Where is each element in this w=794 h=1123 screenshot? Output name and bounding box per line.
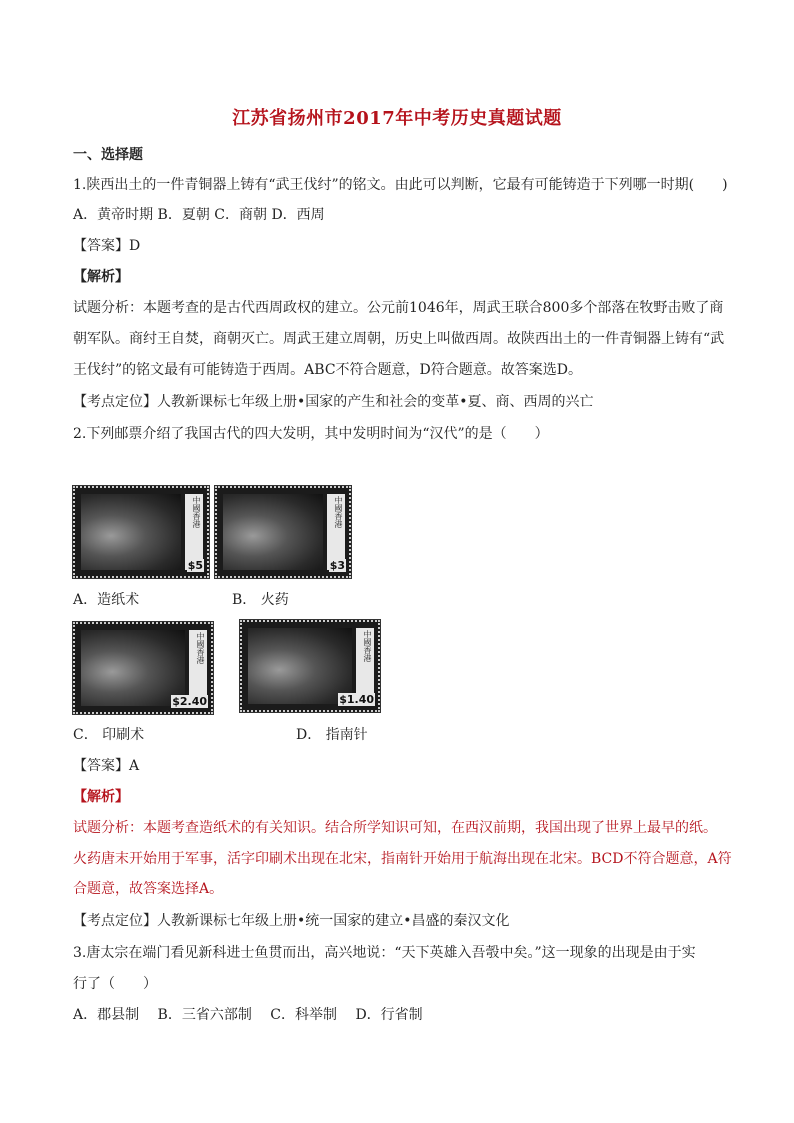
q3-options: A．郡县制 B．三省六部制 C．科举制 D．行省制 — [73, 1007, 423, 1023]
q1-point: 【考点定位】人教新课标七年级上册•国家的产生和社会的变革•夏、商、西周的兴亡 — [73, 394, 594, 410]
q1-analysis-label: 【解析】 — [73, 269, 129, 285]
q2-analysis-line: 试题分析：本题考查造纸术的有关知识。结合所学知识可知，在西汉前期，我国出现了世界上最早的纸。 — [73, 820, 717, 836]
stamp-scene — [223, 494, 323, 570]
q1-analysis-line: 朝军队。商纣王自焚，商朝灭亡。周武王建立周朝，历史上叫做西周。故陕西出土的一件青铜器上铸有“武 — [73, 331, 725, 347]
q3-stem-continued: 行了（ ） — [73, 976, 157, 992]
q2-analysis-line: 火药唐末开始用于军事，活字印刷术出现在北宋，指南针开始用于航海出现在北宋。BCD不符合题意，A符 — [73, 851, 732, 867]
q1-analysis-line: 王伐纣”的铭文最有可能铸造于西周。ABC不符合题意，D符合题意。故答案选D。 — [73, 362, 582, 378]
stamp-paper-making — [73, 486, 209, 578]
stamp-country-label: 中國香港 — [334, 496, 343, 528]
section-heading: 一、选择题 — [73, 147, 143, 163]
q2-analysis-label: 【解析】 — [73, 789, 129, 805]
stamp-country-label: 中國香港 — [363, 630, 372, 662]
q3-stem: 3.唐太宗在端门看见新科进士鱼贯而出，高兴地说：“天下英雄入吾彀中矣。”这一现象的出现是由于实 — [73, 945, 696, 961]
q2-option-d: D． 指南针 — [296, 727, 368, 743]
q2-stem: 2.下列邮票介绍了我国古代的四大发明，其中发明时间为“汉代”的是（ ） — [73, 426, 549, 442]
q2-option-a: A．造纸术 — [73, 592, 140, 608]
stamp-gunpowder — [215, 486, 351, 578]
q1-options: A．黄帝时期 B．夏朝 C．商朝 D．西周 — [73, 207, 325, 223]
q2-answer: 【答案】A — [73, 758, 140, 774]
page-title: 江苏省扬州市2017年中考历史真题试题 — [232, 108, 562, 129]
q1-answer: 【答案】D — [73, 238, 141, 254]
q2-option-c: C． 印刷术 — [73, 727, 145, 743]
stamp-compass — [240, 620, 380, 712]
q2-analysis-line: 合题意，故答案选择A。 — [73, 881, 224, 897]
stamp-value: $5 — [187, 559, 203, 572]
stamp-value: $2.40 — [172, 695, 207, 708]
q1-analysis-line: 试题分析：本题考查的是古代西周政权的建立。公元前1046年，周武王联合800多个部落在牧野击败了商 — [73, 300, 724, 316]
q1-stem: 1.陕西出土的一件青铜器上铸有“武王伐纣”的铭文。由此可以判断，它最有可能铸造于下列哪一时期( ) — [73, 177, 728, 193]
stamp-value: $1.40 — [339, 693, 374, 706]
stamp-scene — [81, 494, 181, 570]
q2-point: 【考点定位】人教新课标七年级上册•统一国家的建立•昌盛的秦汉文化 — [73, 913, 510, 929]
stamp-printing — [73, 622, 213, 714]
stamp-country-label: 中國香港 — [196, 632, 205, 664]
stamp-scene — [81, 630, 185, 706]
stamp-value: $3 — [329, 559, 345, 572]
q2-option-b: B． 火药 — [232, 592, 289, 608]
stamp-country-label: 中國香港 — [192, 496, 201, 528]
stamp-scene — [248, 628, 352, 704]
